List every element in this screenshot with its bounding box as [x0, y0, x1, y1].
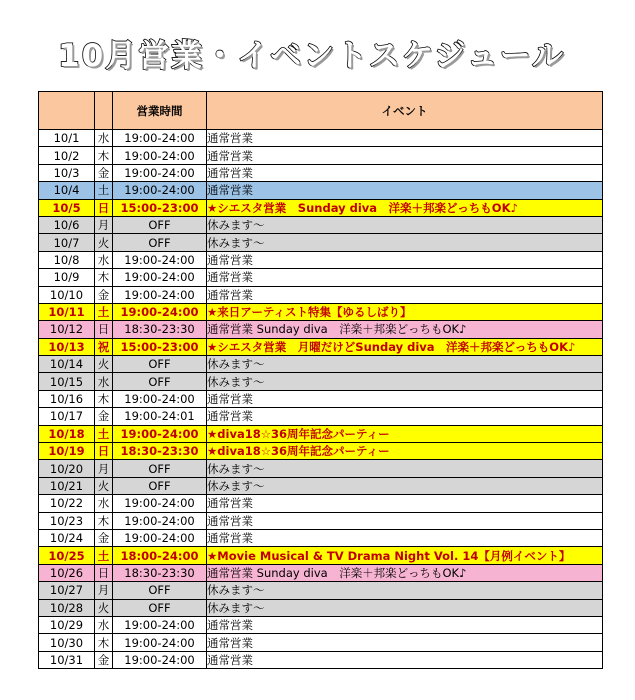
- row-event: ★diva18☆36周年記念パーティー: [207, 443, 603, 460]
- row-date: 10/31: [39, 651, 95, 668]
- row-hours: 19:00-24:00: [113, 303, 207, 320]
- row-hours: OFF: [113, 582, 207, 599]
- row-day: 木: [95, 147, 113, 164]
- header-event: イベント: [207, 92, 603, 130]
- row-event: 休みます〜: [207, 356, 603, 373]
- row-event: 通常営業 Sunday diva 洋楽＋邦楽どっちもOK♪: [207, 321, 603, 338]
- row-hours: 19:00-24:00: [113, 512, 207, 529]
- row-event: 休みます〜: [207, 477, 603, 494]
- row-date: 10/4: [39, 182, 95, 199]
- row-day: 水: [95, 616, 113, 633]
- row-event: ★Movie Musical & TV Drama Night Vol. 14【月例イベント】: [207, 547, 603, 564]
- row-day: 日: [95, 564, 113, 581]
- table-row: [39, 564, 603, 581]
- row-hours: 19:00-24:00: [113, 182, 207, 199]
- row-event: 通常営業: [207, 269, 603, 286]
- row-day: 日: [95, 199, 113, 216]
- row-date: 10/20: [39, 460, 95, 477]
- row-event: 休みます〜: [207, 460, 603, 477]
- table-row: [39, 199, 603, 216]
- row-date: 10/2: [39, 147, 95, 164]
- row-day: 木: [95, 634, 113, 651]
- row-day: 日: [95, 443, 113, 460]
- row-hours: 19:00-24:01: [113, 408, 207, 425]
- row-day: 水: [95, 495, 113, 512]
- table-row: [39, 390, 603, 407]
- row-date: 10/8: [39, 251, 95, 268]
- row-event: 通常営業: [207, 286, 603, 303]
- row-event: 通常営業: [207, 408, 603, 425]
- row-date: 10/21: [39, 477, 95, 494]
- row-day: 土: [95, 425, 113, 442]
- row-hours: OFF: [113, 599, 207, 616]
- row-day: 木: [95, 390, 113, 407]
- table-row: [39, 130, 603, 147]
- table-row: [39, 616, 603, 633]
- row-event: 通常営業: [207, 182, 603, 199]
- row-event: 通常営業: [207, 634, 603, 651]
- row-day: 水: [95, 251, 113, 268]
- table-row: [39, 303, 603, 320]
- row-day: 金: [95, 164, 113, 181]
- row-event: 通常営業: [207, 495, 603, 512]
- row-hours: 19:00-24:00: [113, 164, 207, 181]
- row-hours: 19:00-24:00: [113, 147, 207, 164]
- table-row: [39, 460, 603, 477]
- page-title: 10月営業・イベントスケジュール: [58, 38, 565, 74]
- row-date: 10/28: [39, 599, 95, 616]
- row-event: 通常営業: [207, 390, 603, 407]
- row-day: 水: [95, 373, 113, 390]
- row-day: 金: [95, 529, 113, 546]
- row-day: 日: [95, 321, 113, 338]
- row-date: 10/30: [39, 634, 95, 651]
- row-event: ★diva18☆36周年記念パーティー: [207, 425, 603, 442]
- row-date: 10/3: [39, 164, 95, 181]
- table-row: [39, 147, 603, 164]
- table-row: [39, 651, 603, 668]
- row-date: 10/23: [39, 512, 95, 529]
- row-day: 火: [95, 356, 113, 373]
- table-row: [39, 234, 603, 251]
- row-date: 10/18: [39, 425, 95, 442]
- row-day: 木: [95, 512, 113, 529]
- row-event: 通常営業: [207, 512, 603, 529]
- row-hours: OFF: [113, 373, 207, 390]
- table-row: [39, 286, 603, 303]
- row-hours: OFF: [113, 460, 207, 477]
- table-row: [39, 495, 603, 512]
- row-date: 10/12: [39, 321, 95, 338]
- row-hours: 18:30-23:30: [113, 564, 207, 581]
- row-hours: OFF: [113, 356, 207, 373]
- table-row: [39, 425, 603, 442]
- table-row: [39, 443, 603, 460]
- header-hours: 営業時間: [113, 92, 207, 130]
- row-day: 火: [95, 477, 113, 494]
- row-date: 10/5: [39, 199, 95, 216]
- row-date: 10/15: [39, 373, 95, 390]
- row-hours: 15:00-23:00: [113, 199, 207, 216]
- row-date: 10/6: [39, 216, 95, 233]
- table-row: [39, 477, 603, 494]
- table-row: [39, 216, 603, 233]
- row-event: 休みます〜: [207, 373, 603, 390]
- table-row: [39, 547, 603, 564]
- table-row: [39, 164, 603, 181]
- row-hours: OFF: [113, 216, 207, 233]
- row-date: 10/16: [39, 390, 95, 407]
- row-event: 休みます〜: [207, 599, 603, 616]
- row-date: 10/11: [39, 303, 95, 320]
- row-date: 10/10: [39, 286, 95, 303]
- row-event: 通常営業: [207, 651, 603, 668]
- row-day: 木: [95, 269, 113, 286]
- row-hours: OFF: [113, 234, 207, 251]
- schedule-body: [39, 130, 603, 669]
- row-event: 通常営業: [207, 130, 603, 147]
- row-day: 祝: [95, 338, 113, 355]
- row-event: 通常営業: [207, 147, 603, 164]
- table-row: [39, 182, 603, 199]
- table-row: [39, 321, 603, 338]
- row-date: 10/25: [39, 547, 95, 564]
- row-hours: 15:00-23:00: [113, 338, 207, 355]
- row-day: 月: [95, 216, 113, 233]
- row-date: 10/19: [39, 443, 95, 460]
- row-day: 金: [95, 408, 113, 425]
- row-hours: 19:00-24:00: [113, 425, 207, 442]
- table-row: [39, 529, 603, 546]
- header-date: [39, 92, 95, 130]
- row-day: 月: [95, 582, 113, 599]
- table-row: [39, 408, 603, 425]
- row-hours: 18:30-23:30: [113, 443, 207, 460]
- row-hours: 19:00-24:00: [113, 390, 207, 407]
- row-day: 金: [95, 651, 113, 668]
- row-date: 10/7: [39, 234, 95, 251]
- row-hours: 19:00-24:00: [113, 269, 207, 286]
- row-date: 10/17: [39, 408, 95, 425]
- row-date: 10/26: [39, 564, 95, 581]
- row-event: ★シエスタ営業 月曜だけどSunday diva 洋楽＋邦楽どっちもOK♪: [207, 338, 603, 355]
- table-row: [39, 338, 603, 355]
- row-date: 10/9: [39, 269, 95, 286]
- row-hours: 19:00-24:00: [113, 495, 207, 512]
- row-day: 水: [95, 130, 113, 147]
- row-day: 土: [95, 303, 113, 320]
- table-row: [39, 269, 603, 286]
- row-event: 休みます〜: [207, 234, 603, 251]
- table-header-row: [39, 92, 603, 130]
- row-day: 金: [95, 286, 113, 303]
- row-event: 休みます〜: [207, 582, 603, 599]
- row-event: ★シエスタ営業 Sunday diva 洋楽＋邦楽どっちもOK♪: [207, 199, 603, 216]
- row-day: 火: [95, 234, 113, 251]
- row-hours: OFF: [113, 477, 207, 494]
- row-date: 10/22: [39, 495, 95, 512]
- row-date: 10/13: [39, 338, 95, 355]
- row-hours: 19:00-24:00: [113, 286, 207, 303]
- row-hours: 19:00-24:00: [113, 251, 207, 268]
- row-event: ★来日アーティスト特集【ゆるしばり】: [207, 303, 603, 320]
- row-day: 月: [95, 460, 113, 477]
- row-date: 10/27: [39, 582, 95, 599]
- row-event: 通常営業 Sunday diva 洋楽＋邦楽どっちもOK♪: [207, 564, 603, 581]
- table-row: [39, 512, 603, 529]
- row-day: 土: [95, 182, 113, 199]
- row-hours: 19:00-24:00: [113, 651, 207, 668]
- row-day: 火: [95, 599, 113, 616]
- row-date: 10/1: [39, 130, 95, 147]
- row-hours: 19:00-24:00: [113, 130, 207, 147]
- table-row: [39, 251, 603, 268]
- row-event: 通常営業: [207, 164, 603, 181]
- row-date: 10/29: [39, 616, 95, 633]
- schedule-table: [38, 91, 603, 669]
- row-event: 通常営業: [207, 616, 603, 633]
- table-row: [39, 356, 603, 373]
- row-date: 10/14: [39, 356, 95, 373]
- table-row: [39, 634, 603, 651]
- row-hours: 18:30-23:30: [113, 321, 207, 338]
- row-event: 通常営業: [207, 251, 603, 268]
- row-hours: 19:00-24:00: [113, 616, 207, 633]
- row-hours: 19:00-24:00: [113, 529, 207, 546]
- row-event: 休みます〜: [207, 216, 603, 233]
- table-row: [39, 599, 603, 616]
- row-day: 土: [95, 547, 113, 564]
- row-hours: 18:00-24:00: [113, 547, 207, 564]
- table-row: [39, 582, 603, 599]
- row-date: 10/24: [39, 529, 95, 546]
- header-day: [95, 92, 113, 130]
- table-row: [39, 373, 603, 390]
- row-hours: 19:00-24:00: [113, 634, 207, 651]
- row-event: 通常営業: [207, 529, 603, 546]
